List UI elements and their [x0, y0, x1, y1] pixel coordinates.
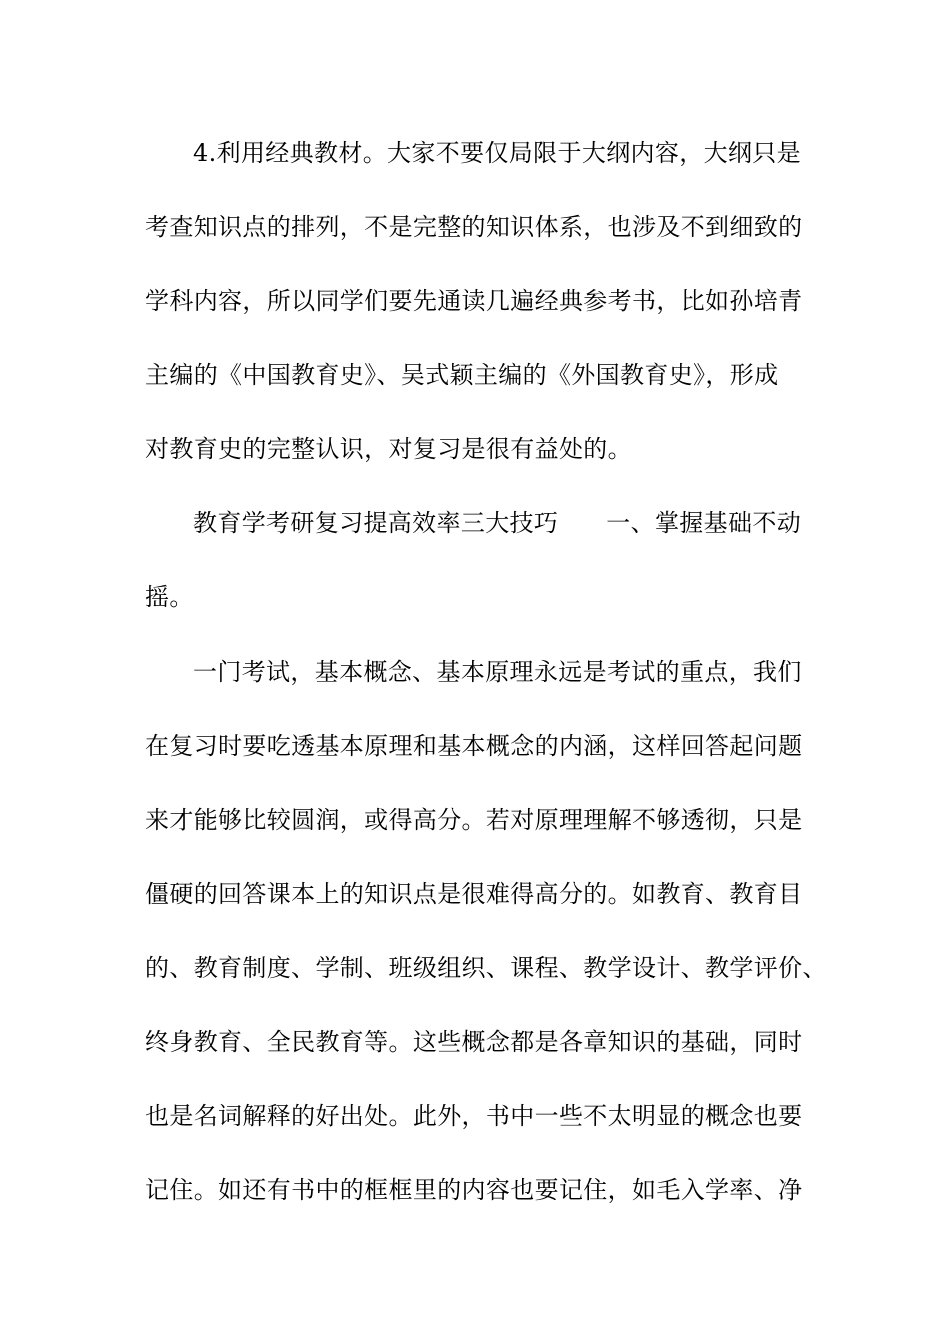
text-line-8: 一门考试，基本概念、基本原理永远是考试的重点，我们: [193, 658, 802, 686]
text-line-1: 4.利用经典教材。大家不要仅局限于大纲内容，大纲只是: [193, 139, 801, 167]
text-line-5: 对教育史的完整认识，对复习是很有益处的。: [145, 435, 632, 463]
section-heading: 教育学考研复习提高效率三大技巧: [193, 509, 559, 537]
text-line-9: 在复习时要吃透基本原理和基本概念的内涵，这样回答起问题: [145, 732, 803, 760]
section-heading-line: [193, 503, 873, 543]
text-line-2: 考查知识点的排列，不是完整的知识体系，也涉及不到细致的: [145, 213, 803, 241]
text-line-15: 记住。如还有书中的框框里的内容也要记住，如毛入学率、净: [145, 1176, 803, 1204]
text-line-10: 来才能够比较圆润，或得高分。若对原理理解不够透彻，只是: [145, 806, 803, 834]
text-line-7: 摇。: [145, 583, 194, 611]
text-line-3: 学科内容，所以同学们要先通读几遍经典参考书，比如孙培青: [145, 287, 803, 315]
text-line-14: 也是名词解释的好出处。此外，书中一些不太明显的概念也要: [145, 1102, 803, 1130]
text-line-4: 主编的《中国教育史》、吴式颖主编的《外国教育史》，形成: [145, 361, 779, 389]
text-line-12: 的、教育制度、学制、班级组织、课程、教学设计、教学评价、: [145, 954, 827, 982]
text-line-13: 终身教育、全民教育等。这些概念都是各章知识的基础，同时: [145, 1028, 803, 1056]
section-point-one: 一、掌握基础不动: [606, 509, 802, 537]
text-line-11: 僵硬的回答课本上的知识点是很难得高分的。如教育、教育目: [145, 880, 803, 908]
